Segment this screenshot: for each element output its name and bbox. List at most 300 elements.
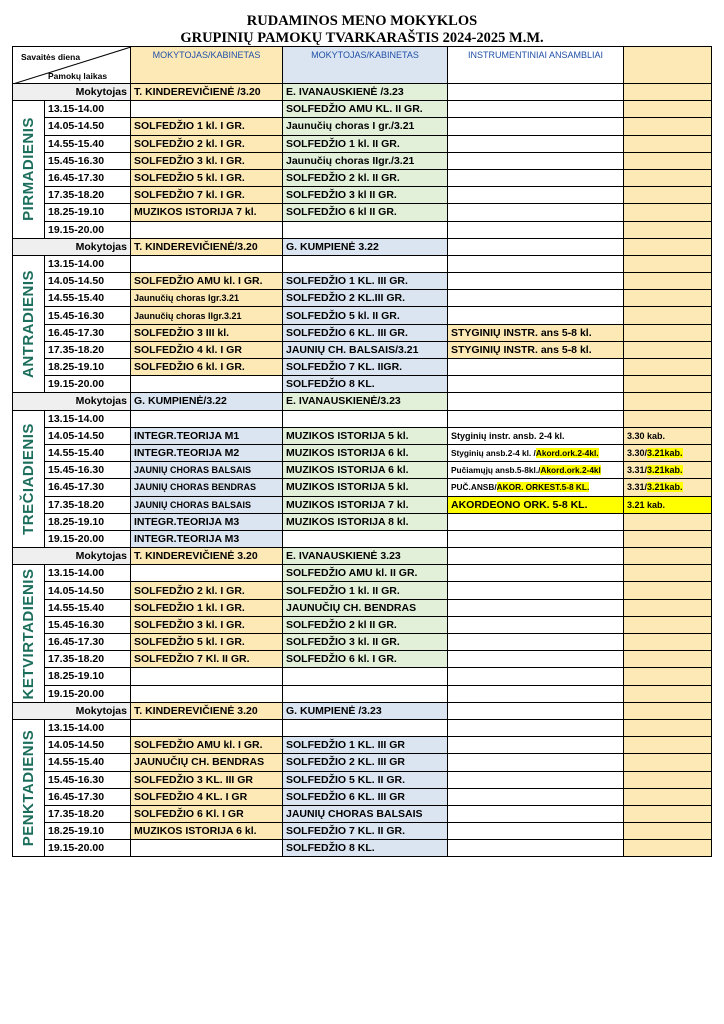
lesson-col1: INTEGR.TEORIJA M2 (131, 444, 283, 461)
lesson-row (13, 290, 712, 307)
lesson-col2: SOLFEDŽIO 6 kl. I GR. (283, 651, 448, 668)
lesson-row (13, 101, 712, 118)
time-cell: 15.45-16.30 (45, 771, 131, 788)
lesson-col4 (624, 513, 712, 530)
lesson-col4 (624, 840, 712, 857)
teacher4-cell (624, 548, 712, 565)
time-cell: 13.15-14.00 (45, 410, 131, 427)
lesson-col3 (448, 737, 624, 754)
lesson-col2: SOLFEDŽIO 8 KL. (283, 840, 448, 857)
day-name: KETVIRTADIENIS (19, 568, 37, 699)
time-cell: 18.25-19.10 (45, 359, 131, 376)
time-cell: 16.45-17.30 (45, 169, 131, 186)
lesson-row (13, 513, 712, 530)
ensemble-b: AKOR. ORKEST.5-8 KL. (496, 482, 590, 493)
ensemble-a: Styginių ansb.2-4 kl. / (451, 448, 536, 459)
lesson-col2: SOLFEDŽIO 1 KL. III GR. (283, 273, 448, 290)
lesson-col2 (283, 668, 448, 685)
lesson-row (13, 737, 712, 754)
lesson-col3 (448, 754, 624, 771)
time-cell: 14.55-15.40 (45, 135, 131, 152)
teacher-label: Mokytojas (13, 702, 131, 719)
lesson-col4 (624, 221, 712, 238)
lesson-col4 (624, 788, 712, 805)
time-cell: 14.55-15.40 (45, 290, 131, 307)
lesson-col4 (624, 530, 712, 547)
time-cell: 16.45-17.30 (45, 788, 131, 805)
lesson-col4 (624, 582, 712, 599)
lesson-col3 (448, 307, 624, 324)
lesson-col3 (448, 410, 624, 427)
lesson-col1 (131, 565, 283, 582)
room-a: 3.30/ (627, 448, 648, 459)
room-b: 3.21kab. (647, 448, 683, 459)
time-cell: 16.45-17.30 (45, 479, 131, 496)
teacher-row (13, 702, 712, 719)
lesson-col1: JAUNUČIŲ CH. BENDRAS (131, 754, 283, 771)
lesson-col3 (448, 273, 624, 290)
teacher4-cell (624, 393, 712, 410)
schedule-table (12, 46, 712, 857)
room-a: 3.31/ (627, 465, 648, 476)
teacher1-cell: T. KINDEREVIČIENĖ 3.20 (131, 702, 283, 719)
lesson-col2 (283, 530, 448, 547)
room-b: 3.21kab. (647, 465, 683, 476)
time-cell: 15.45-16.30 (45, 616, 131, 633)
lesson-col2: SOLFEDŽIO 1 kl. II GR. (283, 582, 448, 599)
time-cell: 19.15-20.00 (45, 840, 131, 857)
lesson-col2: SOLFEDŽIO 6 KL. III GR (283, 788, 448, 805)
corner-header (13, 47, 131, 84)
lesson-col1: SOLFEDŽIO AMU kl. I GR. (131, 273, 283, 290)
lesson-col4 (624, 290, 712, 307)
lesson-col3 (448, 616, 624, 633)
lesson-col4: 3.21 kab. (624, 496, 712, 513)
lesson-col3 (448, 651, 624, 668)
lesson-col1: SOLFEDŽIO 3 KL. III GR (131, 771, 283, 788)
teacher3-cell (448, 548, 624, 565)
lesson-row (13, 118, 712, 135)
lesson-col1: MUZIKOS ISTORIJA 7 kl. (131, 204, 283, 221)
teacher-row (13, 393, 712, 410)
lesson-col2: JAUNUČIŲ CH. BENDRAS (283, 599, 448, 616)
lesson-col2: SOLFEDŽIO AMU KL. II GR. (283, 101, 448, 118)
teacher2-cell: E. IVANAUSKIENĖ 3.23 (283, 548, 448, 565)
time-cell: 15.45-16.30 (45, 152, 131, 169)
lesson-col3 (448, 204, 624, 221)
lesson-col1: JAUNIŲ CHORAS BALSAIS (131, 496, 283, 513)
lesson-col2: SOLFEDŽIO 8 KL. (283, 376, 448, 393)
lesson-col2: SOLFEDŽIO 6 kl II GR. (283, 204, 448, 221)
col4-header (624, 47, 712, 84)
lesson-col1: MUZIKOS ISTORIJA 6 kl. (131, 823, 283, 840)
lesson-row (13, 152, 712, 169)
teacher1-cell: T. KINDEREVIČIENĖ /3.20 (131, 84, 283, 101)
lesson-col4 (624, 341, 712, 358)
lesson-col3 (448, 685, 624, 702)
lesson-col2: SOLFEDŽIO 2 KL. III GR (283, 754, 448, 771)
lesson-col4 (624, 118, 712, 135)
page-subtitle: GRUPINIŲ PAMOKŲ TVARKARAŠTIS 2024-2025 M.M. (180, 30, 544, 46)
lesson-row (13, 805, 712, 822)
time-cell: 19.15-20.00 (45, 376, 131, 393)
lesson-col1: SOLFEDŽIO 7 kl. I GR. (131, 187, 283, 204)
teacher2-cell: E. IVANAUSKIENĖ /3.23 (283, 84, 448, 101)
teacher4-cell (624, 84, 712, 101)
lesson-row (13, 135, 712, 152)
lesson-col1: SOLFEDŽIO 4 kl. I GR (131, 341, 283, 358)
lesson-col2: MUZIKOS ISTORIJA 5 kl. (283, 427, 448, 444)
lesson-col3 (448, 187, 624, 204)
lesson-col4 (624, 634, 712, 651)
lesson-row (13, 204, 712, 221)
time-cell: 14.05-14.50 (45, 582, 131, 599)
lesson-col1 (131, 221, 283, 238)
teacher-label: Mokytojas (13, 238, 131, 255)
lesson-col3: Styginių instr. ansb. 2-4 kl. (448, 427, 624, 444)
lesson-col1: SOLFEDŽIO AMU kl. I GR. (131, 737, 283, 754)
time-cell: 14.55-15.40 (45, 444, 131, 461)
lesson-col4 (624, 737, 712, 754)
lesson-col3 (448, 513, 624, 530)
lesson-col3 (448, 530, 624, 547)
lesson-col1 (131, 668, 283, 685)
time-cell: 19.15-20.00 (45, 221, 131, 238)
lesson-col2: MUZIKOS ISTORIJA 7 kl. (283, 496, 448, 513)
time-cell: 16.45-17.30 (45, 324, 131, 341)
day-name: PIRMADIENIS (19, 117, 37, 222)
lesson-col4 (624, 169, 712, 186)
lesson-col2: SOLFEDŽIO 2 kl II GR. (283, 616, 448, 633)
lesson-col1: SOLFEDŽIO 7 Kl. II GR. (131, 651, 283, 668)
teacher-label: Mokytojas (13, 548, 131, 565)
col3-header: INSTRUMENTINIAI ANSAMBLIAI (448, 47, 624, 84)
lesson-col3 (448, 169, 624, 186)
lesson-row (13, 565, 712, 582)
lesson-row (13, 410, 712, 427)
lesson-row (13, 324, 712, 341)
time-cell: 14.05-14.50 (45, 273, 131, 290)
lesson-row (13, 788, 712, 805)
lesson-col4 (624, 462, 712, 479)
lesson-col2: MUZIKOS ISTORIJA 6 kl. (283, 444, 448, 461)
time-cell: 13.15-14.00 (45, 101, 131, 118)
lesson-col4 (624, 754, 712, 771)
lesson-col1: SOLFEDŽIO 5 kl. I GR. (131, 169, 283, 186)
ensemble-b: Akord.ork.2-4kl. (535, 448, 599, 459)
lesson-row (13, 719, 712, 736)
lesson-col1: SOLFEDŽIO 4 KL. I GR (131, 788, 283, 805)
lesson-col4 (624, 479, 712, 496)
lesson-row (13, 616, 712, 633)
lesson-col1: INTEGR.TEORIJA M3 (131, 530, 283, 547)
lesson-col3 (448, 634, 624, 651)
lesson-row (13, 376, 712, 393)
lesson-row (13, 307, 712, 324)
lesson-col1 (131, 410, 283, 427)
lesson-col3 (448, 805, 624, 822)
teacher3-cell (448, 393, 624, 410)
lesson-col1: SOLFEDŽIO 2 kl. I GR. (131, 135, 283, 152)
day-label-cell (13, 410, 45, 548)
teacher4-cell (624, 702, 712, 719)
lesson-col4 (624, 101, 712, 118)
lesson-col2 (283, 255, 448, 272)
time-cell: 15.45-16.30 (45, 307, 131, 324)
time-cell: 14.05-14.50 (45, 118, 131, 135)
lesson-col3 (448, 823, 624, 840)
lesson-col4 (624, 135, 712, 152)
lesson-col2: SOLFEDŽIO 7 KL. II GR. (283, 823, 448, 840)
lesson-row (13, 651, 712, 668)
day-name: PENKTADIENIS (19, 729, 37, 847)
time-cell: 17.35-18.20 (45, 187, 131, 204)
lesson-col3 (448, 462, 624, 479)
lesson-col3 (448, 118, 624, 135)
lesson-row (13, 221, 712, 238)
teacher4-cell (624, 238, 712, 255)
lesson-col1: JAUNIŲ CHORAS BALSAIS (131, 462, 283, 479)
lesson-col3: STYGINIŲ INSTR. ans 5-8 kl. (448, 324, 624, 341)
room-b: 3.21kab. (647, 482, 683, 493)
lesson-col4 (624, 685, 712, 702)
lesson-col4 (624, 152, 712, 169)
lesson-col3 (448, 290, 624, 307)
lesson-col3 (448, 668, 624, 685)
time-cell: 18.25-19.10 (45, 668, 131, 685)
lesson-col2: MUZIKOS ISTORIJA 8 kl. (283, 513, 448, 530)
lesson-col3 (448, 788, 624, 805)
lesson-row (13, 668, 712, 685)
lesson-col2: SOLFEDŽIO 6 KL. III GR. (283, 324, 448, 341)
day-label-cell (13, 101, 45, 239)
lesson-col1: INTEGR.TEORIJA M1 (131, 427, 283, 444)
lesson-row (13, 582, 712, 599)
lesson-row (13, 685, 712, 702)
lesson-col2: Jaunučių choras IIgr./3.21 (283, 152, 448, 169)
lesson-row (13, 771, 712, 788)
time-cell: 17.35-18.20 (45, 651, 131, 668)
lesson-col3 (448, 135, 624, 152)
lesson-col2 (283, 410, 448, 427)
corner-bottom-label: Pamokų laikas (48, 71, 108, 81)
time-cell: 19.15-20.00 (45, 530, 131, 547)
lesson-row (13, 462, 712, 479)
lesson-col2: Jaunučių choras I gr./3.21 (283, 118, 448, 135)
time-cell: 17.35-18.20 (45, 496, 131, 513)
lesson-col4 (624, 719, 712, 736)
teacher3-cell (448, 84, 624, 101)
lesson-col3: STYGINIŲ INSTR. ans 5-8 kl. (448, 341, 624, 358)
lesson-col1 (131, 255, 283, 272)
lesson-col4 (624, 599, 712, 616)
page-title: RUDAMINOS MENO MOKYKLOS (246, 13, 478, 29)
lesson-col2: MUZIKOS ISTORIJA 6 kl. (283, 462, 448, 479)
lesson-row (13, 530, 712, 547)
ensemble-b: Akord.ork.2-4kl (540, 465, 601, 476)
time-cell: 17.35-18.20 (45, 341, 131, 358)
lesson-col3 (448, 255, 624, 272)
time-cell: 14.55-15.40 (45, 599, 131, 616)
lesson-col1: SOLFEDŽIO 2 kl. I GR. (131, 582, 283, 599)
lesson-col2 (283, 719, 448, 736)
lesson-row (13, 479, 712, 496)
lesson-col4 (624, 273, 712, 290)
col2-header: MOKYTOJAS/KABINETAS (283, 47, 448, 84)
lesson-row (13, 255, 712, 272)
teacher3-cell (448, 238, 624, 255)
lesson-col1: SOLFEDŽIO 5 kl. I GR. (131, 634, 283, 651)
lesson-col2: SOLFEDŽIO 5 KL. II GR. (283, 771, 448, 788)
lesson-col3 (448, 101, 624, 118)
lesson-col4: 3.30 kab. (624, 427, 712, 444)
time-cell: 14.05-14.50 (45, 737, 131, 754)
lesson-col4 (624, 204, 712, 221)
lesson-col1: JAUNIŲ CHORAS BENDRAS (131, 479, 283, 496)
lesson-col3 (448, 582, 624, 599)
lesson-col3 (448, 840, 624, 857)
time-cell: 14.05-14.50 (45, 427, 131, 444)
time-cell: 19.15-20.00 (45, 685, 131, 702)
teacher2-cell: G. KUMPIENĖ /3.23 (283, 702, 448, 719)
lesson-col4 (624, 410, 712, 427)
teacher1-cell: G. KUMPIENĖ/3.22 (131, 393, 283, 410)
lesson-col2 (283, 685, 448, 702)
lesson-col1: SOLFEDŽIO 3 III kl. (131, 324, 283, 341)
lesson-col1: Jaunučių choras Igr.3.21 (131, 290, 283, 307)
lesson-col3 (448, 359, 624, 376)
time-cell: 16.45-17.30 (45, 634, 131, 651)
time-cell: 15.45-16.30 (45, 462, 131, 479)
teacher2-cell: G. KUMPIENĖ 3.22 (283, 238, 448, 255)
time-cell: 17.35-18.20 (45, 805, 131, 822)
time-cell: 13.15-14.00 (45, 255, 131, 272)
lesson-col1: SOLFEDŽIO 1 kl. I GR. (131, 118, 283, 135)
lesson-col3 (448, 565, 624, 582)
lesson-col3 (448, 221, 624, 238)
time-cell: 18.25-19.10 (45, 823, 131, 840)
teacher1-cell: T. KINDEREVIČIENĖ 3.20 (131, 548, 283, 565)
corner-top-label: Savaitės diena (21, 52, 81, 62)
time-cell: 18.25-19.10 (45, 204, 131, 221)
ensemble-a: PUČ.ANSB/ (451, 482, 497, 493)
lesson-col4 (624, 771, 712, 788)
lesson-col4 (624, 324, 712, 341)
lesson-col1: Jaunučių choras IIgr.3.21 (131, 307, 283, 324)
lesson-col3 (448, 444, 624, 461)
lesson-row (13, 273, 712, 290)
lesson-col4 (624, 444, 712, 461)
ensemble-a: Pučiamųjų ansb.5-8kl./ (451, 465, 541, 476)
lesson-col1 (131, 840, 283, 857)
lesson-row (13, 341, 712, 358)
lesson-row (13, 187, 712, 204)
lesson-col3 (448, 376, 624, 393)
teacher-row (13, 84, 712, 101)
teacher2-cell: E. IVANAUSKIENĖ/3.23 (283, 393, 448, 410)
lesson-col4 (624, 307, 712, 324)
lesson-col2 (283, 221, 448, 238)
lesson-col2: SOLFEDŽIO 1 KL. III GR (283, 737, 448, 754)
lesson-row (13, 599, 712, 616)
lesson-col2: MUZIKOS ISTORIJA 5 kl. (283, 479, 448, 496)
day-label-cell (13, 255, 45, 393)
lesson-col1: SOLFEDŽIO 1 kl. I GR. (131, 599, 283, 616)
lesson-col3 (448, 771, 624, 788)
teacher-row (13, 548, 712, 565)
lesson-col2: SOLFEDŽIO 2 kl. II GR. (283, 169, 448, 186)
lesson-col2: JAUNIŲ CHORAS BALSAIS (283, 805, 448, 822)
lesson-col2: SOLFEDŽIO 1 kl. II GR. (283, 135, 448, 152)
time-cell: 14.55-15.40 (45, 754, 131, 771)
teacher3-cell (448, 702, 624, 719)
lesson-col2: SOLFEDŽIO 7 KL. IIGR. (283, 359, 448, 376)
lesson-col4 (624, 616, 712, 633)
lesson-col4 (624, 823, 712, 840)
lesson-col4 (624, 376, 712, 393)
teacher-label: Mokytojas (13, 393, 131, 410)
time-cell: 18.25-19.10 (45, 513, 131, 530)
lesson-col2: SOLFEDŽIO 5 kl. II GR. (283, 307, 448, 324)
lesson-col2: SOLFEDŽIO AMU kl. II GR. (283, 565, 448, 582)
teacher-row (13, 238, 712, 255)
lesson-col4 (624, 668, 712, 685)
lesson-col1: SOLFEDŽIO 6 kl. I GR. (131, 359, 283, 376)
time-cell: 13.15-14.00 (45, 565, 131, 582)
lesson-row (13, 823, 712, 840)
lesson-row (13, 840, 712, 857)
lesson-col3: AKORDEONO ORK. 5-8 KL. (448, 496, 624, 513)
day-label-cell (13, 719, 45, 857)
lesson-col1: SOLFEDŽIO 3 kl. I GR. (131, 616, 283, 633)
lesson-col3 (448, 479, 624, 496)
lesson-col1 (131, 376, 283, 393)
lesson-row (13, 169, 712, 186)
teacher1-cell: T. KINDEREVIČIENĖ/3.20 (131, 238, 283, 255)
lesson-col1: SOLFEDŽIO 6 Kl. I GR (131, 805, 283, 822)
lesson-col3 (448, 599, 624, 616)
lesson-col4 (624, 187, 712, 204)
lesson-col4 (624, 565, 712, 582)
lesson-col2: SOLFEDŽIO 2 KL.III GR. (283, 290, 448, 307)
lesson-col3 (448, 152, 624, 169)
room-a: 3.31/ (627, 482, 648, 493)
lesson-col1 (131, 685, 283, 702)
time-cell: 13.15-14.00 (45, 719, 131, 736)
lesson-col1 (131, 719, 283, 736)
lesson-row (13, 754, 712, 771)
lesson-col4 (624, 805, 712, 822)
lesson-col1 (131, 101, 283, 118)
lesson-col2: SOLFEDŽIO 3 kl II GR. (283, 187, 448, 204)
lesson-col2: JAUNIŲ CH. BALSAIS/3.21 (283, 341, 448, 358)
lesson-row (13, 496, 712, 513)
header-row (13, 47, 712, 84)
lesson-row (13, 359, 712, 376)
lesson-col4 (624, 359, 712, 376)
col1-header: MOKYTOJAS/KABINETAS (131, 47, 283, 84)
lesson-row (13, 444, 712, 461)
lesson-col4 (624, 651, 712, 668)
lesson-col2: SOLFEDŽIO 3 kl. II GR. (283, 634, 448, 651)
lesson-row (13, 634, 712, 651)
lesson-col3 (448, 719, 624, 736)
lesson-col4 (624, 255, 712, 272)
day-name: ANTRADIENIS (19, 270, 37, 379)
day-label-cell (13, 565, 45, 703)
lesson-col1: SOLFEDŽIO 3 kl. I GR. (131, 152, 283, 169)
lesson-row (13, 427, 712, 444)
